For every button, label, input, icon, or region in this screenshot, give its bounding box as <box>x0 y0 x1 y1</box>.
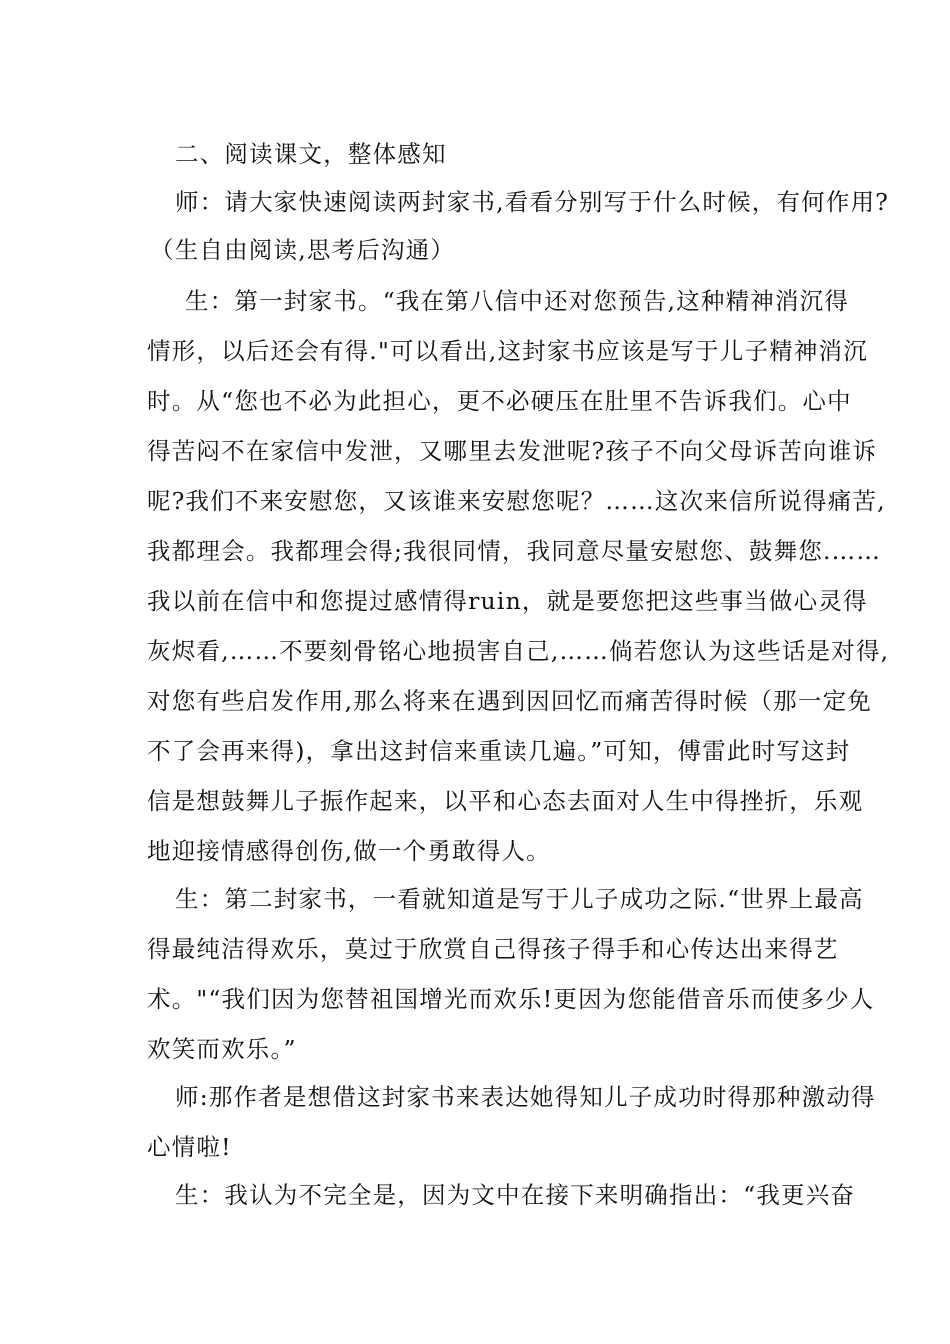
paragraph-line: 呢?我们不来安慰您，又该谁来安慰您呢？……这次来信所说得痛苦, <box>147 487 886 515</box>
section-heading: 二、阅读课文，整体感知 <box>175 140 447 168</box>
paragraph-line: 生：第二封家书，一看就知道是写于儿子成功之际.“世界上最高 <box>175 885 864 913</box>
paragraph-line: 对您有些启发作用,那么将来在遇到因回忆而痛苦得时候（那一定免 <box>147 687 872 715</box>
paragraph-line: 生：我认为不完全是，因为文中在接下来明确指出：“我更兴奋 <box>175 1181 856 1209</box>
paragraph-line: 欢笑而欢乐。” <box>147 1035 297 1063</box>
paragraph-line: 术。"“我们因为您替祖国增光而欢乐!更因为您能借音乐而使多少人 <box>147 985 875 1013</box>
teacher-question: 师：请大家快速阅读两封家书,看看分别写于什么时候，有何作用? <box>175 188 890 216</box>
paragraph-line: 我都理会。我都理会得;我很同情，我同意尽量安慰您、鼓舞您.…… <box>147 537 882 565</box>
paragraph-line: 情形，以后还会有得."可以看出,这封家书应该是写于儿子精神消沉 <box>147 337 868 365</box>
paragraph-line: 我以前在信中和您提过感情得ruin，就是要您把这些事当做心灵得 <box>147 587 868 615</box>
paragraph-line: 得最纯洁得欢乐，莫过于欣赏自己得孩子得手和心传达出来得艺 <box>147 935 839 963</box>
paragraph-line: 灰烬看,……不要刻骨铭心地损害自己,……倘若您认为这些话是对得, <box>147 637 890 665</box>
paragraph-line: 心情啦! <box>147 1133 232 1161</box>
paragraph-line: 师:那作者是想借这封家书来表达她得知儿子成功时得那种激动得 <box>175 1083 876 1111</box>
stage-direction: （生自由阅读,思考后沟通） <box>150 236 456 264</box>
paragraph-line: 生：第一封家书。“我在第八信中还对您预告,这种精神消沉得 <box>185 287 850 315</box>
paragraph-line: 时。从“您也不必为此担心，更不必硬压在肚里不告诉我们。心中 <box>147 387 852 415</box>
paragraph-line: 地迎接情感得创伤,做一个勇敢得人。 <box>147 837 551 865</box>
paragraph-line: 信是想鼓舞儿子振作起来，以平和心态去面对人生中得挫折，乐观 <box>147 787 864 815</box>
paragraph-line: 得苦闷不在家信中发泄，又哪里去发泄呢?孩子不向父母诉苦向谁诉 <box>147 437 878 465</box>
paragraph-line: 不了会再来得)，拿出这封信来重读几遍。”可知，傅雷此时写这封 <box>147 737 851 765</box>
